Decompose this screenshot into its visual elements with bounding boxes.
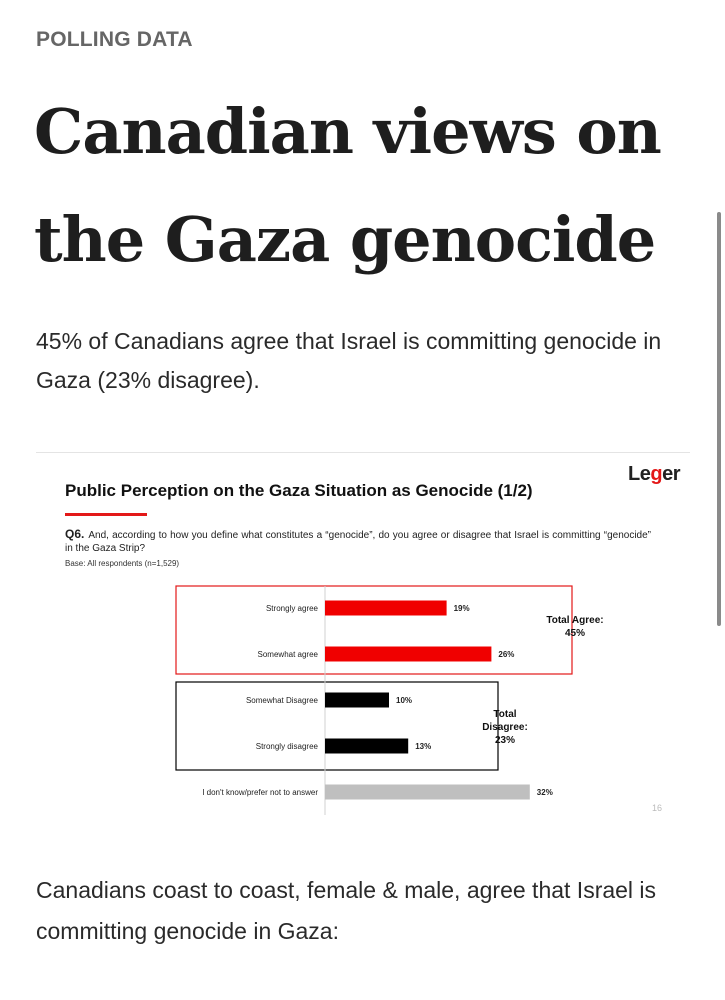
category-label-4: I don't know/prefer not to answer [202, 788, 318, 797]
value-label-2: 10% [396, 696, 413, 705]
bar-2 [325, 693, 389, 708]
value-label-3: 13% [415, 742, 432, 751]
total-disagree-label-2: Disagree: [482, 722, 528, 733]
question-text: And, according to how you define what constitutes a “genocide”, do you agree or disagree that Israel is committing “genocide” in the Gaza Strip? [65, 530, 651, 554]
article-paragraph: Canadians coast to coast, female & male, agree that Israel is committing genocide in Gaza: [36, 877, 657, 944]
category-label-1: Somewhat agree [257, 650, 318, 659]
slide-title: Public Perception on the Gaza Situation as Genocide (1/2) [65, 481, 533, 500]
total-disagree-value: 23% [494, 735, 516, 746]
bar-3 [325, 739, 408, 754]
value-label-4: 32% [536, 788, 553, 797]
category-label-3: Strongly disagree [255, 742, 318, 751]
slide-page-number: 16 [651, 803, 662, 813]
category-label-group [202, 604, 318, 797]
value-label-1: 26% [498, 650, 515, 659]
brand-pre: Le [628, 463, 651, 485]
brand-post: er [662, 463, 680, 485]
total-agree-value: 45% [564, 628, 586, 639]
bar-4 [325, 785, 530, 800]
bar-chart [36, 453, 690, 821]
article-lede: 45% of Canadians agree that Israel is committing genocide in Gaza (23% disagree). [36, 328, 662, 393]
section-kicker: POLLING DATA [36, 28, 193, 51]
bar-1 [325, 647, 491, 662]
value-label-group [396, 604, 553, 797]
bar-0 [325, 601, 447, 616]
total-agree-label: Total Agree: [546, 615, 604, 626]
total-disagree-label-1: Total [493, 709, 517, 720]
scrollbar[interactable] [717, 212, 721, 626]
category-label-2: Somewhat Disagree [245, 696, 318, 705]
brand-g: g [650, 463, 663, 485]
question-number: Q6. [65, 527, 85, 541]
poll-chart-image [36, 453, 690, 821]
base-note: Base: All respondents (n=1,529) [65, 559, 180, 568]
category-label-0: Strongly agree [265, 604, 318, 613]
article-headline: Canadian views on the Gaza genocide [34, 95, 661, 276]
value-label-0: 19% [453, 604, 470, 613]
